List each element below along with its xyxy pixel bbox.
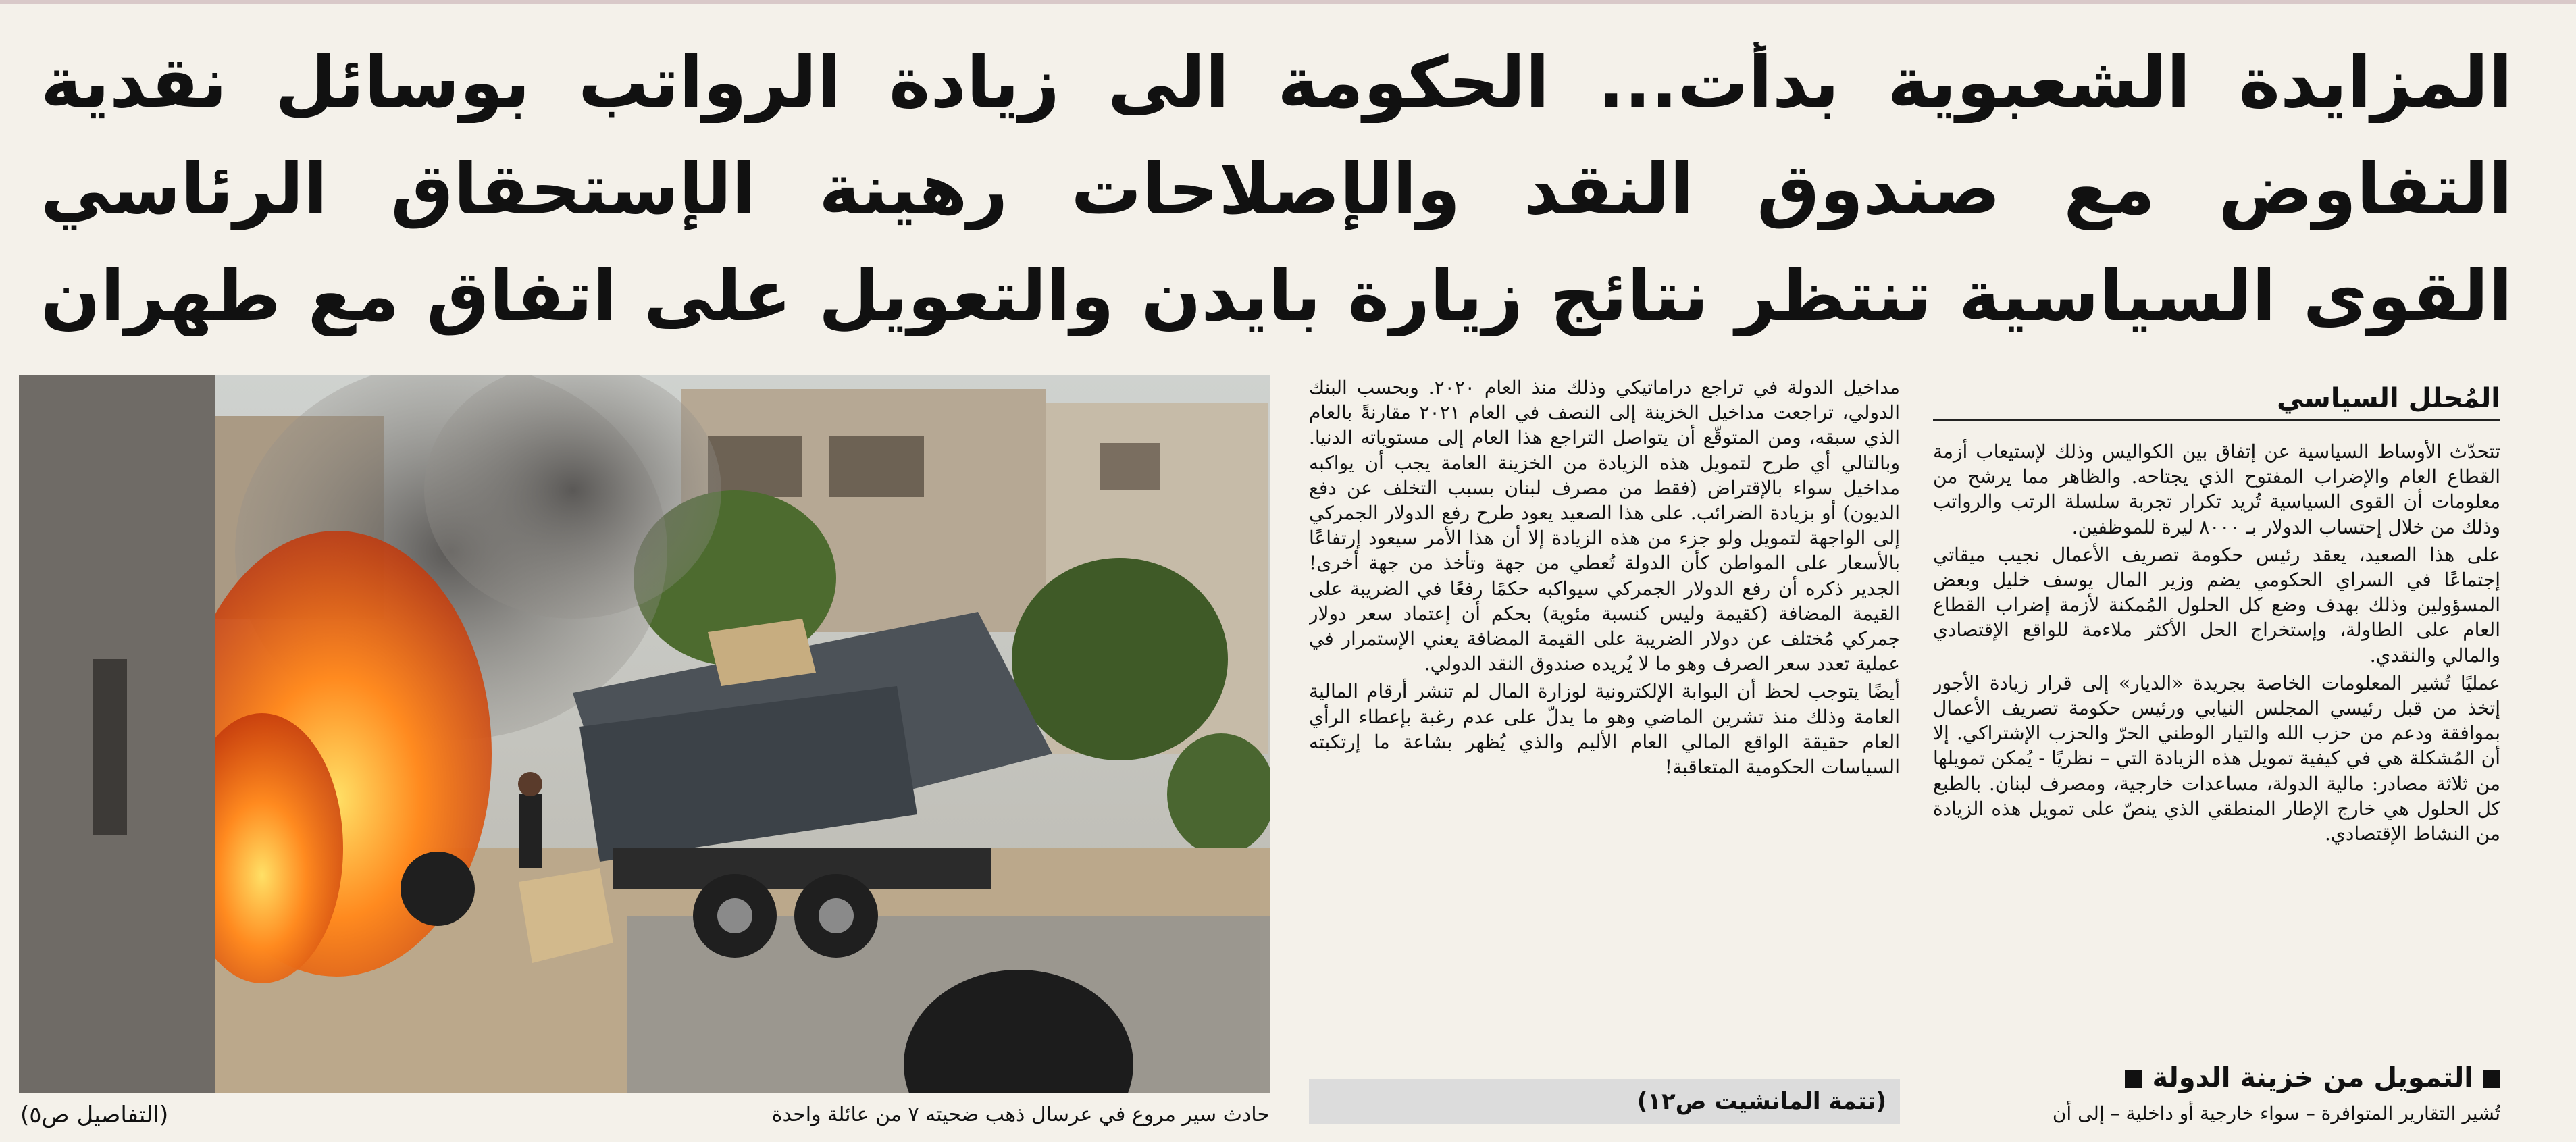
- section-subhead: [1933, 1059, 2500, 1097]
- top-rule: [0, 0, 2576, 4]
- subhead-text: التمويل من خزينة الدولة: [2152, 1062, 2473, 1093]
- details-reference: (التفاصيل ص٥): [20, 1101, 169, 1128]
- headline-line-2: التفاوض مع صندوق النقد والإصلاحات رهينة الإستحقاق الرئاسي: [41, 149, 2513, 230]
- truck-fire-photo: [19, 375, 1270, 1093]
- middle-paragraph: مداخيل الدولة في تراجع دراماتيكي وذلك منذ العام ٢٠٢٠. وبحسب البنك الدولي، تراجعت مداخيل الخزينة إلى النصف في العام ٢٠٢١ مقارنةً بالعام الذي سبقه، ومن المتوقّع أن يتواصل التراجع هذا العام إلى مستوياته الدنيا. وبالتالي أي طرح لتمويل هذه الزيادة من الخزينة العامة يجب أن يواكبه مداخيل سواء بالإقتراض (فقط من مصرف لبنان بسبب التخلف عن دفع الديون) أو بزيادة الضرائب. على هذا الصعيد يعود طرح رفع الدولار الجمركي إلى الواجهة لتمويل ولو جزء من هذه الزيادة إلا أن هذا الأمر سيعود إرتفاعًا بالأسعار على المواطن كأن الدولة تُعطي من جهة وتأخذ من جهة أخرى! الجدير ذكره أن رفع الدولار الجمركي سيواكبه حكمًا رفعًا في الضريبة على القيمة المضافة (كقيمة وليس كنسبة مئوية) بحكم أن إعتماد سعر دولار جمركي مُختلف عن دولار الضريبة على القيمة المضافة يعني الإستمرار في عملية تعدد سعر الصرف وهو ما لا يُريده صندوق النقد الدولي.: [1309, 376, 1900, 675]
- right-paragraph: على هذا الصعيد، يعقد رئيس حكومة تصريف الأعمال نجيب ميقاتي إجتماعًا في السراي الحكومي يضم وزير المال يوسف خليل وبعض المسؤولين وذلك بهدف وضع كل الحلول المُمكنة لأزمة إضراب القطاع العام على الطاولة، وإستخراج الحل الأكثر ملاءمة للواقع الإقتصادي والمالي والنقدي.: [1933, 543, 2500, 667]
- middle-column-text: [1309, 375, 1900, 1074]
- right-column-continuation: تُشير التقارير المتوافرة – سواء خارجية أو داخلية – إلى أن: [2052, 1102, 2500, 1124]
- middle-paragraph: أيضًا يتوجب لحظ أن البوابة الإلكترونية لوزارة المال لم تنشر أرقام المالية العامة وذلك منذ تشرين الماضي وهو ما يدلّ على عدم رغبة بإعطاء الرأي العام حقيقة الواقع المالي العام الأليم والذي يُظهر بشاعة ما إرتكبته السياسات الحكومية المتعاقبة!: [1309, 680, 1900, 779]
- continued-on-page-label: (تتمة المانشيت ص١٢): [1309, 1079, 1900, 1124]
- right-column-text: [1933, 439, 2500, 1050]
- news-photo: [19, 375, 1270, 1093]
- headline-line-1: المزايدة الشعبوية بدأت... الحكومة الى زيادة الرواتب بوسائل نقدية: [41, 42, 2513, 123]
- right-paragraph: تتحدّث الأوساط السياسية عن إتفاق بين الكواليس وذلك لإستيعاب أزمة القطاع العام والإضراب المفتوح الذي يجتاحه. والظاهر مما يرشح من معلومات أن القوى السياسية تُريد تكرار تجربة سلسلة الرتب والرواتب وذلك من خلال إحتساب الدولار بـ ٨٠٠٠ ليرة للموظفين.: [1933, 440, 2500, 538]
- photo-caption: حادث سير مروع في عرسال ذهب ضحيته ٧ من عائلة واحدة: [771, 1103, 1270, 1126]
- square-bullet-icon: [2483, 1070, 2500, 1088]
- author-byline: المُحلل السياسي: [1933, 378, 2500, 421]
- headline-line-3: القوى السياسية تنتظر نتائج زيارة بايدن والتعويل على اتفاق مع طهران: [41, 255, 2513, 336]
- square-bullet-icon: [2125, 1070, 2142, 1088]
- right-paragraph: عمليًا تُشير المعلومات الخاصة بجريدة «الديار» إلى قرار زيادة الأجور إتخذ من قبل رئيسي المجلس النيابي ورئيس حكومة تصريف الأعمال بموافقة ودعم من حزب الله والتيار الوطني الحرّ والحزب الإشتراكي. إلا أن المُشكلة هي في كيفية تمويل هذه الزيادة التي – نظريًا - يُمكن تمويلها من ثلاثة مصادر: مالية الدولة، مساعدات خارجية، ومصرف لبنان. بالطبع كل الحلول هي خارج الإطار المنطقي الذي ينصّ على تمويل هذه الزيادة من النشاط الإقتصادي.: [1933, 671, 2500, 846]
